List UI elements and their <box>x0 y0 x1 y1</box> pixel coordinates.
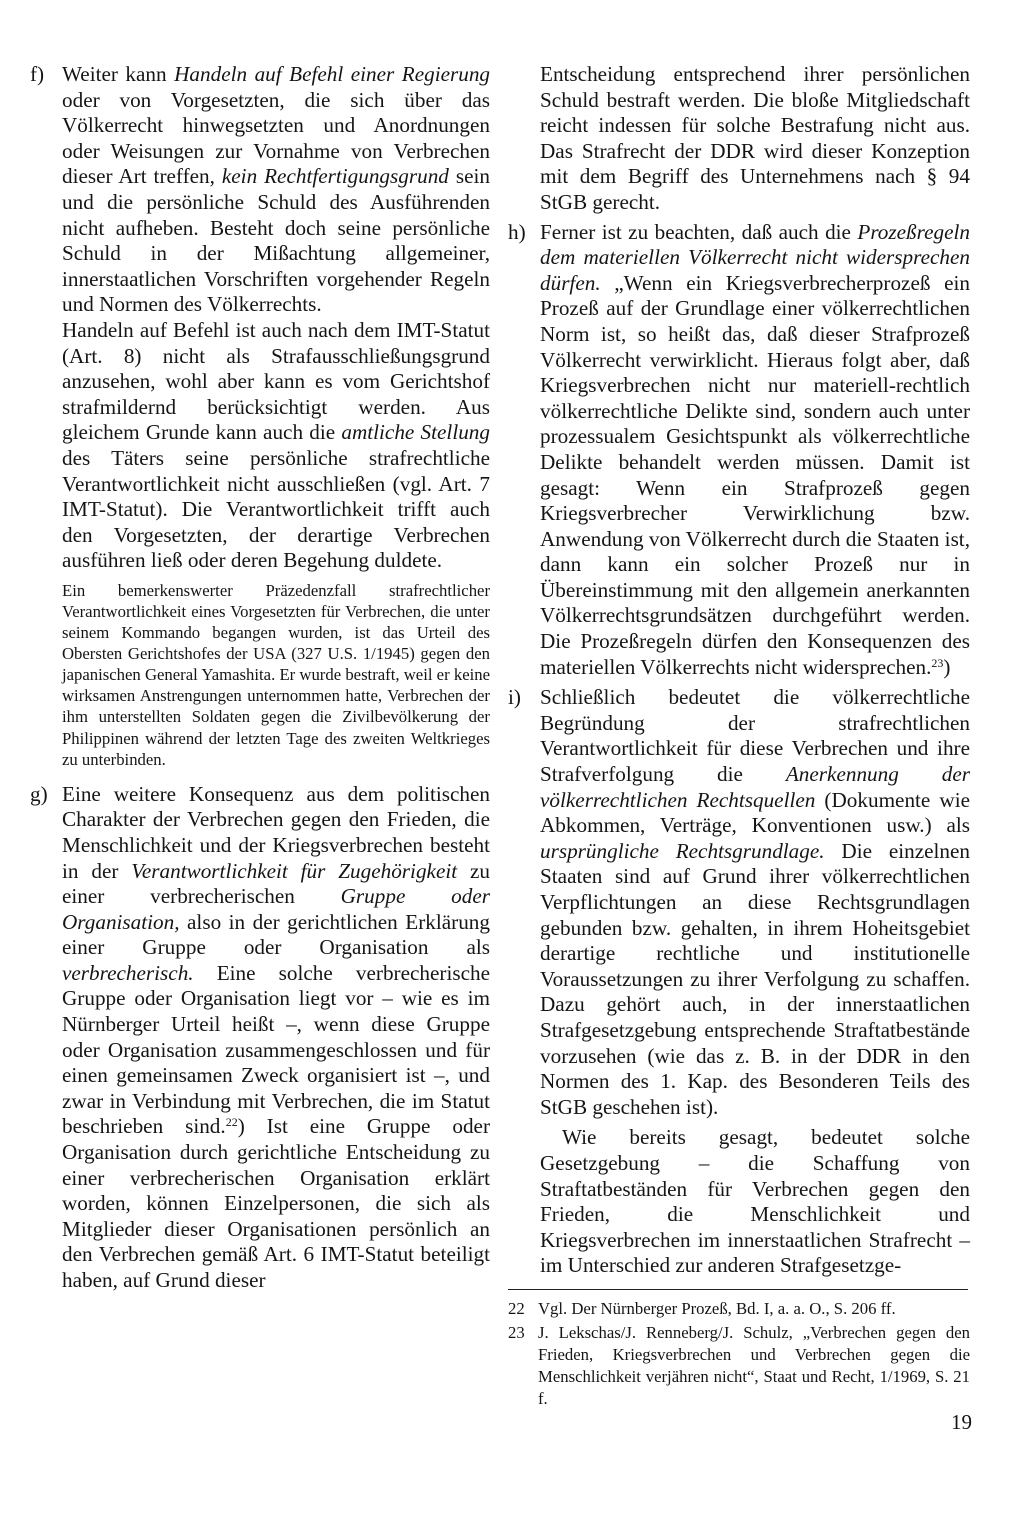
footnote-reference: 23 <box>931 655 944 670</box>
section-f-paragraph-1 <box>62 62 490 318</box>
body-text: Wie bereits gesagt, bedeutet solche Gesetzgebung – die Schaffung von Straftatbeständen für Verbrechen gegen den Frieden, die Menschlichkeit und Kriegsverbrechen im innerstaatlichen Strafrecht – im Unterschied zur anderen Strafgesetzge- <box>540 1125 970 1278</box>
emphasis-text: Anerkennung der völkerrechtlichen Rechtsquellen <box>540 762 970 812</box>
footnote-text: J. Lekschas/J. Renneberg/J. Schulz, „Verbrechen gegen den Frieden, Kriegsverbrechen und Verbrechen gegen die Menschlichkeit verjähren nicht“, Staat und Recht, 1/1969, S. 21 f. <box>538 1322 970 1408</box>
footnote-number: 23 <box>508 1322 525 1342</box>
body-text: also in der gerichtlichen Erklärung einer Gruppe oder Organisation als <box>62 909 490 960</box>
emphasis-text: Verantwortlichkeit für Zugehörigkeit <box>131 858 458 883</box>
body-text: Die einzelnen Staaten sind auf Grund ihrer völkerrechtlichen Verpflichtungen an diese Rechtsgrundlagen gebunden bzw. gehalten, in ihrem Hoheitsgebiet derartige rechtliche und institutionelle Voraussetzungen zu ihrer Verfolgung zu schaffen. Dazu gehört auch, in der innerstaatlichen Strafgesetzgebung entsprechende Straftatbestände vorzusehen (wie das z. B. in der DDR in den Normen des 1. Kap. des Besonderen Teils des StGB geschehen ist). <box>540 838 970 1119</box>
footnote-reference: 22 <box>225 1115 238 1130</box>
section-i <box>508 685 970 1120</box>
section-i-label: i) <box>508 685 521 710</box>
body-text: des Täters seine persönliche strafrechtliche Verantwortlichkeit nicht ausschließen (vgl. Art. 7 IMT-Statut). Die Verantwortlichkeit trifft auch den Vorgesetzten, der derartige Verbrechen ausführen ließ oder deren Begehung duldete. <box>62 445 490 573</box>
emphasis-text: kein Rechtfertigungsgrund <box>221 164 449 189</box>
body-text: Weiter kann <box>62 62 175 86</box>
emphasis-text: Handeln auf Befehl einer Regierung <box>174 62 491 86</box>
emphasis-text: ursprüngliche Rechtsgrundlage. <box>540 838 825 863</box>
body-text: Ferner ist zu beachten, daß auch die <box>540 219 858 244</box>
section-h <box>508 220 970 681</box>
body-text: „Wenn ein Kriegsverbrecherprozeß ein Prozeß auf der Grundlage einer völkerrechtlichen Norm ist, so heißt das, daß dieser Strafprozeß Völkerrecht verwirklicht. Hieraus folgt aber, daß Kriegsverbrechen nicht nur materiell-rechtlich völkerrechtliche Delikte sind, sondern auch unter prozessualem Gesichtspunkt als völkerrechtliche Delikte behandelt werden müssen. Damit ist gesagt: Wenn ein Strafprozeß gegen Kriegsverbrecher Verwirklichung bzw. Anwendung von Völkerrecht durch die Staaten ist, dann kann ein solcher Prozeß nur in Übereinstimmung mit den allgemein anerkannten Völkerrechtsgrundsätzen durchgeführt werden. Die Prozeßregeln dürfen den Konsequenzen des materiellen Völkerrechts nicht widersprechen. <box>540 270 970 679</box>
body-text: (Dokumente wie Abkommen, Verträge, Konventionen usw.) als <box>540 787 970 838</box>
section-g <box>30 782 490 1294</box>
section-h-paragraph <box>540 220 970 681</box>
footnote-divider <box>508 1289 968 1290</box>
final-paragraph <box>508 1125 970 1279</box>
body-text: Entscheidung entsprechend ihrer persönlichen Schuld bestraft werden. Die bloße Mitgliedschaft reicht indessen für solche Bestrafung nicht aus. Das Strafrecht der DDR wird dieser Konzeption mit dem Begriff des Unternehmens nach § 94 StGB gerecht. <box>540 62 970 214</box>
emphasis-text: Prozeßregeln dem materiellen Völkerrecht nicht widersprechen dürfen. <box>540 219 970 295</box>
section-g-paragraph <box>62 782 490 1294</box>
section-g-label: g) <box>30 781 48 806</box>
body-text: Eine solche verbrecherische Gruppe oder Organisation liegt vor – wie es im Nürnberger Urteil heißt –, wenn diese Gruppe oder Organisation zusammengeschlossen und für einen gemeinsamen Zweck organisiert ist –, und zwar in Verbindung mit Verbrechen, die im Statut beschrieben sind. <box>62 960 490 1139</box>
page-number: 19 <box>951 1410 972 1434</box>
footnote-22 <box>508 1298 970 1320</box>
body-text: ) Ist eine Gruppe oder Organisation durch gerichtliche Entscheidung zu einer verbrecherischen Organisation erklärt worden, können Einzelpersonen, die sich als Mitglieder dieser Organisationen persönlich an den Verbrechen gemäß Art. 6 IMT-Statut beteiligt haben, auf Grund dieser <box>62 1114 490 1292</box>
body-text: ) <box>943 654 951 679</box>
precedent-note: Ein bemerkenswerter Präzedenzfall strafrechtlicher Verantwortlichkeit eines Vorgesetzten für Verbrechen, die unter seinem Kommando begangen wurden, ist das Urteil des Obersten Gerichtshofes der USA (327 U.S. 1/1945) gegen den japanischen General Yamashita. Er wurde bestraft, weil er keine wirksamen Anstrengungen unternommen hatte, Verbrechen der ihm unterstellten Soldaten gegen die Zivilbevölkerung der Philippinen während der letzten Tage des zweiten Weltkrieges zu unterbinden. <box>62 580 490 769</box>
body-text: oder von Vorgesetzten, die sich über das Völkerrecht hinwegsetzten und Anordnungen oder Weisungen zur Vornahme von Verbrechen dieser Art treffen, <box>62 87 490 189</box>
body-text: Eine weitere Konsequenz aus dem politischen Charakter der Verbrechen gegen den Frieden, die Menschlichkeit und der Kriegsverbrechen besteht in der <box>62 781 490 883</box>
body-text: Handeln auf Befehl ist auch nach dem IMT-Statut (Art. 8) nicht als Strafausschließungsgrund anzusehen, wohl aber kann es vom Gerichtshof strafmildernd berücksichtigt werden. Aus gleichem Grunde kann auch die <box>62 317 490 445</box>
section-f-label: f) <box>30 62 45 86</box>
footnote-number: 22 <box>508 1298 525 1318</box>
continued-paragraph <box>508 62 970 216</box>
emphasis-text: amtliche Stellung <box>341 420 490 445</box>
body-text: zu einer verbrecherischen <box>62 858 490 909</box>
section-i-paragraph <box>540 685 970 1120</box>
emphasis-text: Gruppe oder Organisation, <box>62 884 490 934</box>
body-text: Schließlich bedeutet die völkerrechtliche Begründung der strafrechtlichen Verantwortlichkeit für diese Verbrechen und ihre Strafverfolgung die <box>540 685 970 787</box>
right-column <box>508 62 970 1412</box>
footnote-text: Vgl. Der Nürnberger Prozeß, Bd. I, a. a. O., S. 206 ff. <box>538 1298 896 1318</box>
section-f <box>30 62 490 574</box>
left-column <box>30 62 490 1299</box>
footnote-23 <box>508 1322 970 1410</box>
body-text: sein und die persönliche Schuld des Ausführenden nicht aufheben. Besteht doch seine persönliche Schuld in der Mißachtung allgemeiner, innerstaatlichen Vorschriften vorgehender Regeln und Normen des Völkerrechts. <box>62 164 490 317</box>
section-h-label: h) <box>508 219 526 244</box>
emphasis-text: verbrecherisch. <box>62 960 194 985</box>
section-f-paragraph-2 <box>62 318 490 574</box>
